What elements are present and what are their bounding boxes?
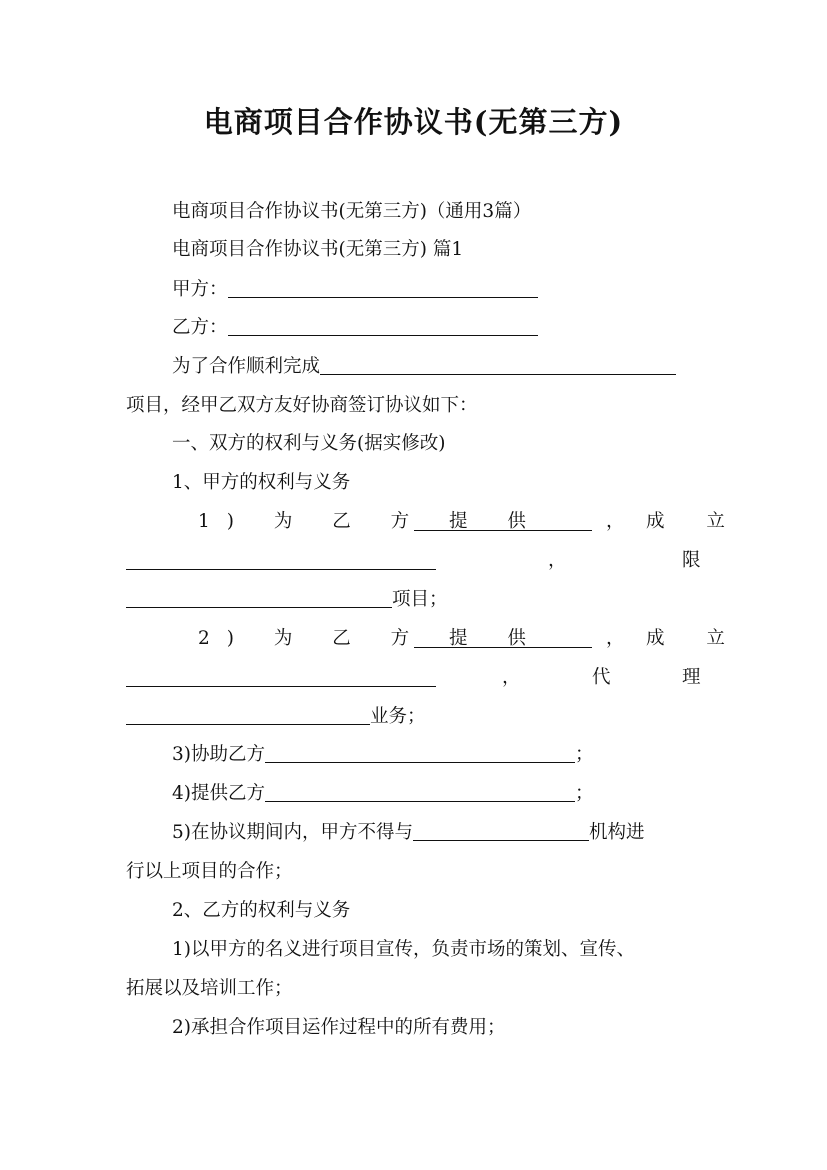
item-2-establish: 成 立	[646, 628, 743, 649]
heading-party-b-rights: 2、乙方的权利与义务	[172, 900, 351, 921]
item-1-line3	[126, 588, 448, 612]
item-2-blank-c	[126, 706, 370, 725]
item-2-comma2: ，	[502, 667, 521, 688]
party-a-line	[172, 278, 538, 302]
item-1-comma: ，	[606, 511, 625, 532]
party-a-blank	[228, 279, 538, 298]
party-b-blank	[228, 317, 538, 336]
party-b-label: 乙方：	[172, 317, 228, 338]
item-4: 4)提供乙方 ；	[172, 783, 594, 804]
item-5-blank	[413, 822, 589, 841]
item-3: 3)协助乙方 ；	[172, 744, 594, 765]
item-1-blank-c	[126, 589, 392, 608]
intro-start: 为了合作顺利完成	[172, 356, 321, 377]
item-1-suffix: 项目；	[392, 589, 448, 610]
item-2-line3	[126, 705, 426, 729]
heading-rights: 一、双方的权利与义务(据实修改)	[172, 433, 446, 454]
b-item-2: 2)承担合作项目运作过程中的所有费用；	[172, 1017, 506, 1038]
item-5: 5)在协议期间内，甲方不得与 机构进	[172, 822, 645, 843]
intro-end: 项目，经甲乙双方友好协商签订协议如下：	[126, 395, 478, 416]
item-2-blank-b	[126, 686, 436, 687]
intro-line	[172, 355, 676, 379]
item-2-agent: 代	[592, 667, 611, 688]
item-2-suffix: 业务；	[370, 706, 426, 727]
item-2-prefix: 2) 为 乙 方 提 供	[198, 628, 543, 649]
item-1-prefix: 1) 为 乙 方 提 供	[198, 511, 543, 532]
item-2-manage: 理	[682, 667, 701, 688]
item-1-limit: 限	[682, 550, 701, 571]
section-title: 电商项目合作协议书(无第三方) 篇1	[172, 239, 464, 260]
item-5-line2: 行以上项目的合作；	[126, 861, 293, 882]
item-1-blank-b	[126, 569, 436, 570]
heading-party-a-rights: 1、甲方的权利与义务	[172, 472, 351, 493]
b-item-1-line2: 拓展以及培训工作；	[126, 978, 293, 999]
b-item-1-line1: 1)以甲方的名义进行项目宣传，负责市场的策划、宣传、	[172, 939, 635, 960]
party-b-line	[172, 316, 538, 340]
intro-blank	[320, 356, 676, 375]
item-3-blank	[265, 744, 575, 763]
item-2-blank-a	[414, 647, 592, 648]
item-1-comma2: ，	[548, 550, 567, 571]
item-1-blank-a	[414, 530, 592, 531]
subtitle: 电商项目合作协议书(无第三方)（通用3篇）	[172, 201, 532, 222]
page-title: 电商项目合作协议书(无第三方)	[203, 105, 624, 139]
item-2-comma: ，	[606, 628, 625, 649]
item-1-establish: 成 立	[646, 511, 743, 532]
item-4-blank	[265, 783, 575, 802]
party-a-label: 甲方：	[172, 279, 228, 300]
